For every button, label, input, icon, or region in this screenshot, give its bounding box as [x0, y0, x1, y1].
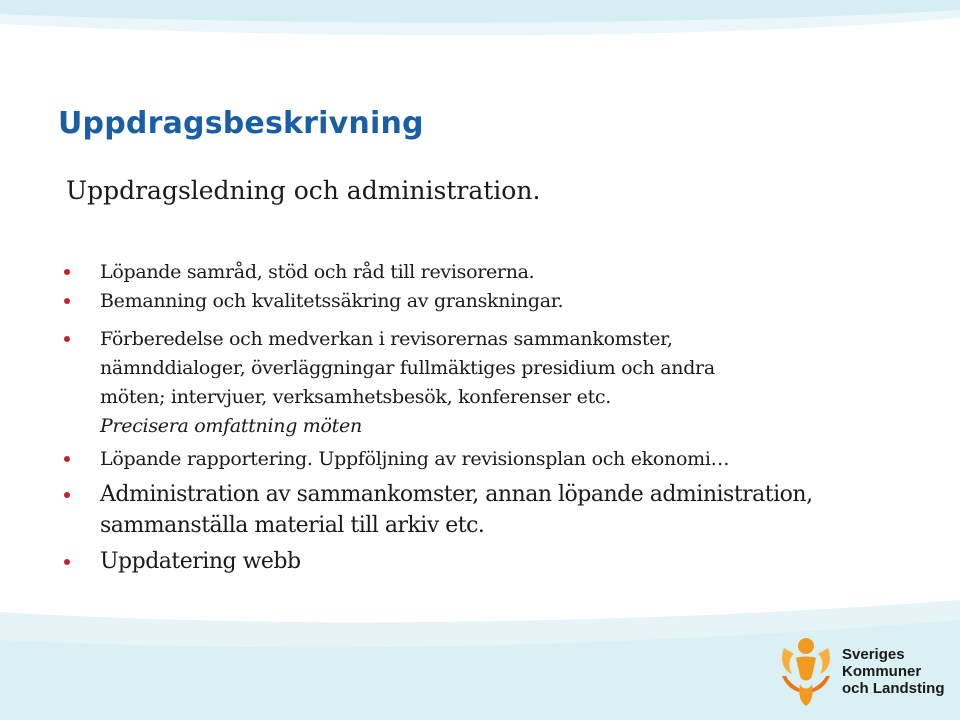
bullet-text: Bemanning och kvalitetssäkring av granskningar.: [100, 290, 564, 312]
bullet-text-line: möten; intervjuer, verksamhetsbesök, konferenser etc.: [100, 386, 611, 408]
bullet-dot-icon: [64, 492, 70, 498]
slide-subtitle: Uppdragsledning och administration.: [66, 176, 541, 205]
slide-title: Uppdragsbeskrivning: [58, 106, 424, 141]
logo-line: Sveriges: [842, 646, 905, 663]
bullet-dot-icon: [64, 298, 70, 304]
bullet-item: [60, 445, 940, 474]
skl-logo: [778, 636, 948, 708]
skl-wordmark: [842, 646, 945, 697]
bullet-text: Löpande rapportering. Uppföljning av revisionsplan och ekonomi…: [100, 448, 730, 470]
bullet-item: [60, 546, 940, 577]
logo-line: Kommuner: [842, 663, 922, 680]
bullet-dot-icon: [64, 336, 70, 342]
bullet-text-line: nämnddialoger, överläggningar fullmäktiges presidium och andra: [100, 357, 715, 379]
bullet-text-line: Administration av sammankomster, annan löpande administration,: [100, 482, 813, 507]
bullet-text: Löpande samråd, stöd och råd till revisorerna.: [100, 261, 535, 283]
bullet-item: [60, 479, 940, 541]
bullet-item: [60, 325, 940, 441]
bullet-text: Uppdatering webb: [100, 549, 301, 574]
bullet-italic-note: Precisera omfattning möten: [100, 415, 362, 437]
bullet-text-line: Förberedelse och medverkan i revisorernas sammankomster,: [100, 328, 673, 350]
bullet-item: [60, 287, 940, 316]
bullet-text-line: sammanställa material till arkiv etc.: [100, 513, 485, 538]
skl-figure-icon: [778, 636, 836, 708]
logo-line: och Landsting: [842, 680, 945, 697]
bullet-dot-icon: [64, 559, 70, 565]
bullet-dot-icon: [64, 269, 70, 275]
bullet-dot-icon: [64, 456, 70, 462]
bullet-item: [60, 258, 940, 287]
bullet-list: [60, 258, 940, 577]
